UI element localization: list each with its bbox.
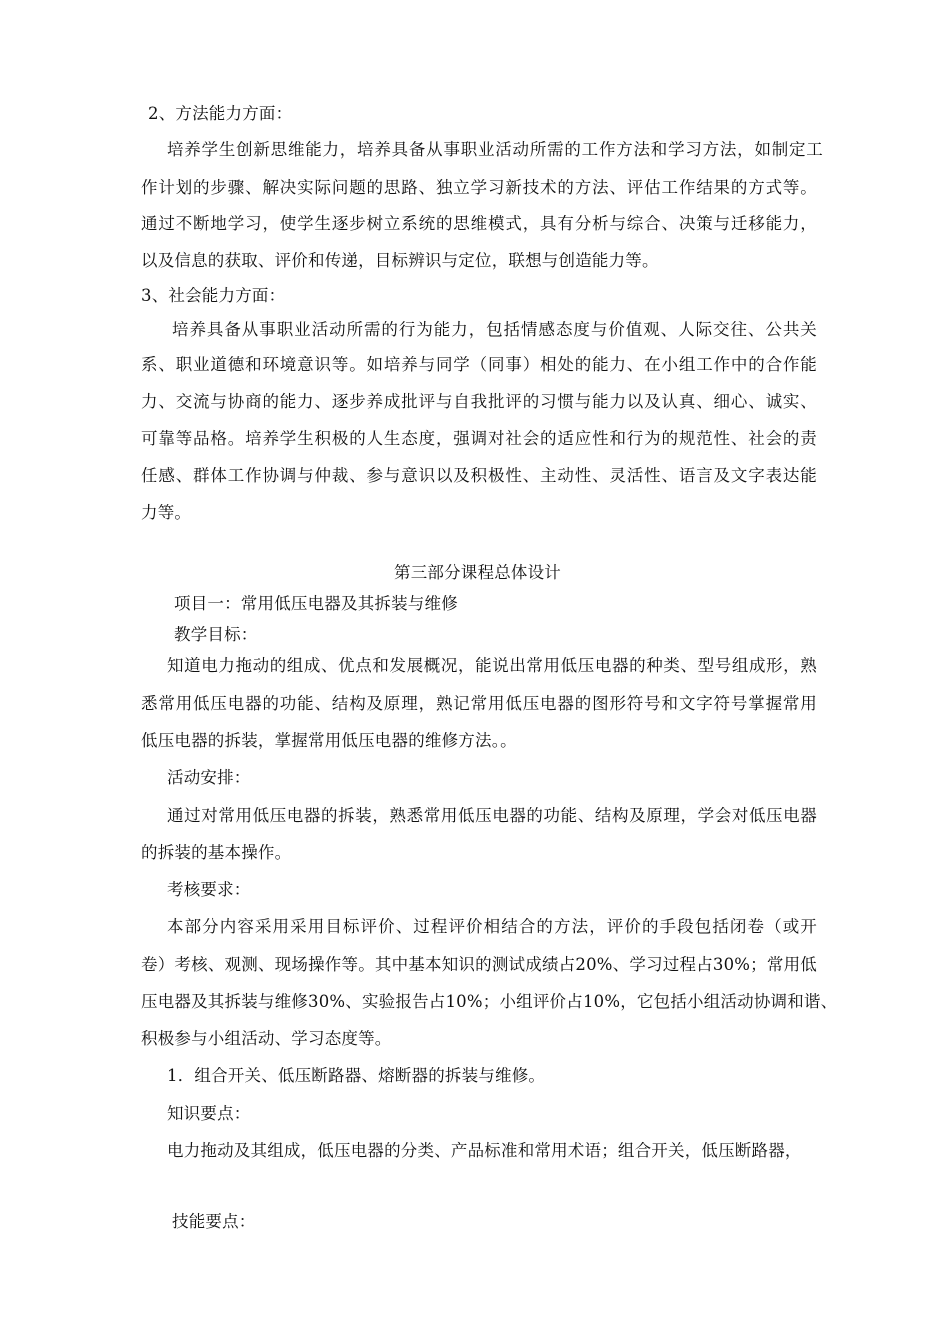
- section2-line-3: 通过不断地学习，使学生逐步树立系统的思维模式，具有分析与综合、决策与迁移能力，: [141, 214, 817, 233]
- assessment-line-4: 积极参与小组活动、学习态度等。: [141, 1029, 392, 1048]
- activity-heading: 活动安排：: [167, 768, 251, 787]
- assessment-line-1: 本部分内容采用采用目标评价、过程评价相结合的方法，评价的手段包括闭卷（或开: [167, 917, 817, 936]
- skills-heading: 技能要点：: [172, 1212, 256, 1231]
- activity-line-1: 通过对常用低压电器的拆装，熟悉常用低压电器的功能、结构及原理，学会对低压电器: [167, 806, 817, 825]
- section2-line-1: 培养学生创新思维能力，培养具备从事职业活动所需的工作方法和学习方法，如制定工: [167, 140, 823, 159]
- item1-title: 1．组合开关、低压断路器、熔断器的拆装与维修。: [167, 1066, 546, 1085]
- section3-line-6: 力等。: [141, 503, 192, 522]
- section2-heading: 2、方法能力方面：: [148, 104, 293, 123]
- teaching-goal-heading: 教学目标：: [174, 625, 258, 644]
- teaching-goal-line-1: 知道电力拖动的组成、优点和发展概况，能说出常用低压电器的种类、型号组成形，熟: [167, 656, 817, 675]
- teaching-goal-line-3: 低压电器的拆装，掌握常用低压电器的维修方法。。: [141, 731, 517, 750]
- activity-line-2: 的拆装的基本操作。: [141, 843, 292, 862]
- assessment-line-3: 压电器及其拆装与维修30%、实验报告占10%；小组评价占10%，它包括小组活动协调和谐、: [141, 992, 838, 1011]
- assessment-heading: 考核要求：: [167, 880, 251, 899]
- knowledge-heading: 知识要点：: [167, 1104, 251, 1123]
- part3-title: 第三部分课程总体设计: [394, 563, 561, 582]
- knowledge-line-1: 电力拖动及其组成，低压电器的分类、产品标准和常用术语；组合开关，低压断路器，: [167, 1141, 802, 1160]
- assessment-line-2: 卷）考核、观测、现场操作等。其中基本知识的测试成绩占20%、学习过程占30%；常用低: [141, 955, 817, 974]
- section2-line-2: 作计划的步骤、解决实际问题的思路、独立学习新技术的方法、评估工作结果的方式等。: [141, 178, 817, 197]
- section3-line-1: 培养具备从事职业活动所需的行为能力，包括情感态度与价值观、人际交往、公共关: [172, 320, 817, 339]
- section3-line-5: 任感、群体工作协调与仲裁、参与意识以及积极性、主动性、灵活性、语言及文字表达能: [141, 466, 817, 485]
- section3-line-3: 力、交流与协商的能力、逐步养成批评与自我批评的习惯与能力以及认真、细心、诚实、: [141, 392, 817, 411]
- section2-line-4: 以及信息的获取、评价和传递，目标辨识与定位，联想与创造能力等。: [141, 251, 659, 270]
- section3-line-2: 系、职业道德和环境意识等。如培养与同学（同事）相处的能力、在小组工作中的合作能: [141, 355, 817, 374]
- section3-heading: 3、社会能力方面：: [141, 286, 286, 305]
- project1-title: 项目一：常用低压电器及其拆装与维修: [174, 594, 458, 613]
- teaching-goal-line-2: 悉常用低压电器的功能、结构及原理，熟记常用低压电器的图形符号和文字符号掌握常用: [141, 694, 817, 713]
- section3-line-4: 可靠等品格。培养学生积极的人生态度，强调对社会的适应性和行为的规范性、社会的责: [141, 429, 817, 448]
